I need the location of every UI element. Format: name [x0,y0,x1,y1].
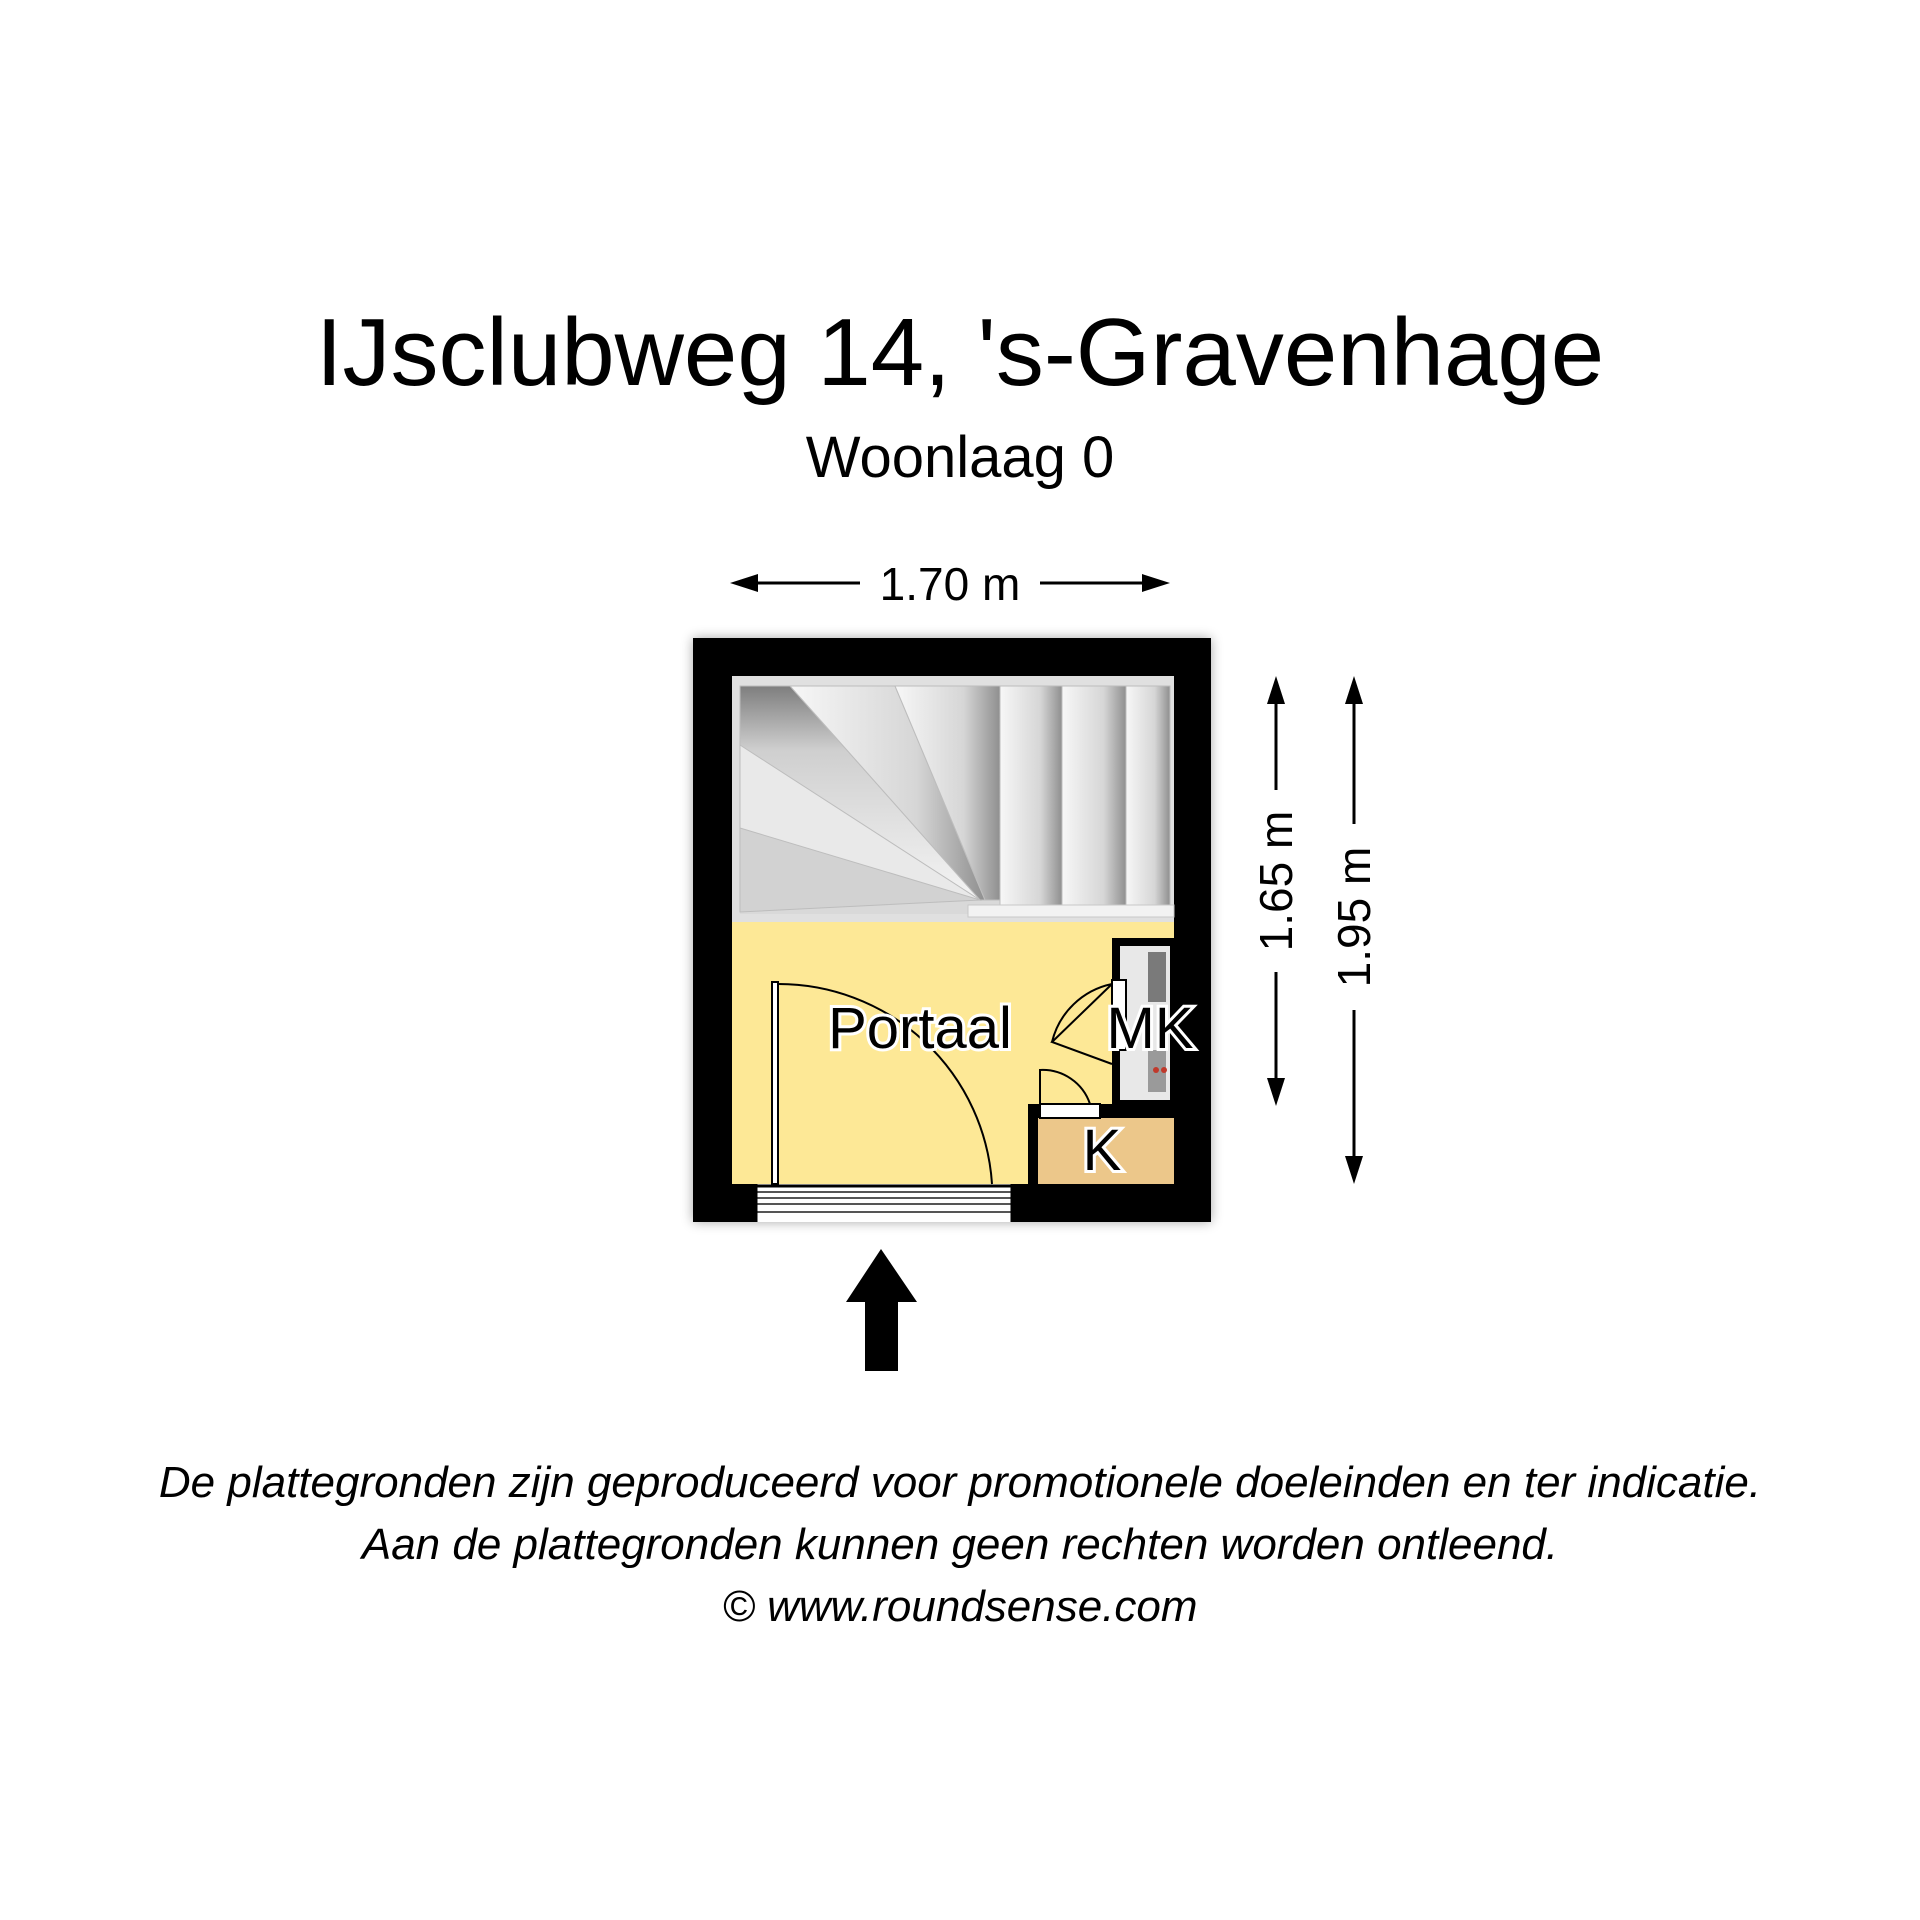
room-label-portaal: Portaal [828,996,1012,1061]
disclaimer [0,1452,1920,1638]
dimension-depth-inner-label: 1.65 m [1250,810,1302,952]
disclaimer-line-2: Aan de plattegronden kunnen geen rechten worden ontleend. [361,1520,1559,1569]
dimension-depth-total-label: 1.95 m [1328,846,1380,988]
dimension-depth-inner [1250,676,1302,1106]
up-arrow-icon [846,1249,917,1371]
floor-subtitle: Woonlaag 0 [805,425,1115,490]
dimension-width-label: 1.70 m [879,558,1021,610]
room-label-kast: K [1082,1118,1122,1183]
copyright-line: © www.roundsense.com [722,1582,1198,1631]
staircase [732,676,1174,922]
page-title: IJsclubweg 14, 's-Gravenhage [315,299,1605,406]
room-label-meterkast: MK [1106,996,1194,1061]
disclaimer-line-1: De plattegronden zijn geproduceerd voor promotionele doeleinden en ter indicatie. [158,1458,1762,1507]
dimension-width [730,558,1170,610]
dimension-depth-total [1328,676,1380,1184]
